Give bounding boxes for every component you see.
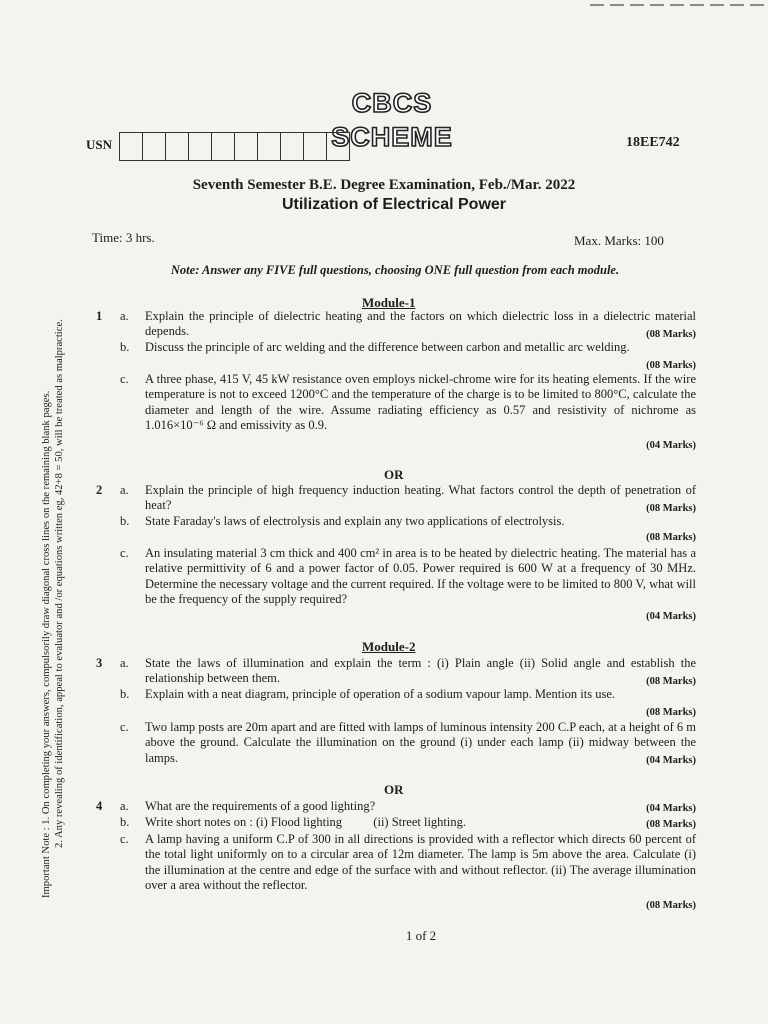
usn-box [211, 132, 235, 161]
usn-box [303, 132, 327, 161]
part-label: a. [120, 656, 129, 670]
question-number: 1 [96, 309, 103, 323]
question-4a [120, 799, 696, 815]
instructions-note: Note: Answer any FIVE full questions, choosing ONE full question from each module. [170, 263, 620, 277]
side-note-line-2: 2. Any revealing of identification, appeal to evaluator and /or equations written eg, 42+8 = 50, will be treated as malpractice. [54, 319, 65, 848]
part-text: An insulating material 3 cm thick and 400 cm² in area is to be heated by dielectric heating. The material has a relative permittivity of 6 and a power factor of 0.05. Power required is 600 W at a frequency of 30 MHz. Determine the necessary voltage and the current required. If the voltage were to be limited to 800 V, what will be the frequency of the supply required? [145, 546, 696, 607]
part-marks: (08 Marks) [646, 360, 696, 371]
part-text: A three phase, 415 V, 45 kW resistance oven employs nickel-chrome wire for its heating elements. If the wire temperature is not to exceed 1200°C and the temperature of the charge is to be limited to 800°C, calculate the diameter and length of the wire. Assume radiating efficiency as 0.57 and resistivity of nichrome as 1.016×10⁻⁶ Ω and emissivity as 0.9. [145, 372, 696, 433]
part-label: c. [120, 720, 129, 734]
page-number: 1 of 2 [405, 928, 437, 943]
subject-code: 18EE742 [626, 135, 680, 150]
or-separator: OR [384, 782, 404, 797]
part-label: b. [120, 340, 130, 354]
usn-box [234, 132, 258, 161]
part-label: b. [120, 815, 130, 829]
part-text: Write short notes on : (i) Flood lighting (ii) Street lighting. [145, 815, 466, 829]
subject-name: Utilization of Electrical Power [281, 196, 507, 213]
side-note-line-1: Important Note : 1. On completing your answers, compulsorily draw diagonal cross lines on the remaining blank pages. [41, 390, 52, 898]
part-text: Discuss the principle of arc welding and the difference between carbon and metallic arc welding. [145, 340, 630, 354]
question-2b [120, 514, 696, 546]
question-number: 2 [96, 483, 103, 497]
part-label: a. [120, 799, 129, 813]
question-1b [120, 340, 696, 372]
part-marks: (08 Marks) [646, 707, 696, 718]
exam-title: Seventh Semester B.E. Degree Examination, Feb./Mar. 2022 [192, 177, 576, 193]
part-marks: (08 Marks) [646, 900, 696, 911]
usn-box [142, 132, 166, 161]
usn-box [165, 132, 189, 161]
part-marks: (08 Marks) [646, 532, 696, 543]
question-3a [120, 656, 696, 688]
or-separator: OR [384, 467, 404, 482]
part-marks: (04 Marks) [646, 803, 696, 814]
module-2-heading: Module-2 [362, 639, 416, 654]
part-text: Two lamp posts are 20m apart and are fitted with lamps of luminous intensity 200 C.P each, at a height of 6 m above the ground. Calculate the illumination on the ground (i) under each lamp (ii) midway between the lamps. [145, 720, 696, 765]
usn-label: USN [86, 137, 113, 152]
question-number: 3 [96, 656, 103, 670]
part-marks: (08 Marks) [646, 676, 696, 687]
part-text: Explain the principle of dielectric heating and the factors on which dielectric loss in a dielectric material depends. [145, 309, 696, 339]
question-3b [120, 687, 696, 719]
usn-box [326, 132, 350, 161]
part-label: c. [120, 372, 129, 386]
part-marks: (04 Marks) [646, 611, 696, 622]
part-marks: (04 Marks) [646, 755, 696, 766]
question-2c [120, 546, 696, 626]
part-label: c. [120, 832, 129, 846]
question-2a [120, 483, 696, 515]
part-label: a. [120, 309, 129, 323]
part-label: b. [120, 514, 130, 528]
part-text: What are the requirements of a good lighting? [145, 799, 376, 813]
scheme-logo: CBCS SCHEME [331, 88, 453, 152]
usn-boxes [120, 132, 350, 161]
usn-box [280, 132, 304, 161]
max-marks: Max. Marks: 100 [574, 233, 664, 248]
part-marks: (08 Marks) [646, 503, 696, 514]
usn-box [119, 132, 143, 161]
usn-box [188, 132, 212, 161]
side-note [0, 0, 65, 898]
part-marks: (08 Marks) [646, 819, 696, 830]
question-number: 4 [96, 799, 103, 813]
question-4c [120, 832, 696, 910]
part-text: Explain the principle of high frequency induction heating. What factors control the depth of penetration of heat? [145, 483, 696, 513]
question-1c [120, 372, 696, 452]
part-label: c. [120, 546, 129, 560]
module-1-heading: Module-1 [362, 295, 416, 310]
part-text: A lamp having a uniform C.P of 300 in all directions is provided with a reflector which directs 60 percent of the total light uniformly on to a circular area of 12m diameter. The lamp is 5m above the area. Calculate (i) the illumination at the centre and edge of the surface with and without reflector. (ii) The average illumination over a area without the reflector. [145, 832, 696, 893]
part-marks: (08 Marks) [646, 329, 696, 340]
part-text: State the laws of illumination and explain the term : (i) Plain angle (ii) Solid angle and establish the relationship between them. [145, 656, 696, 686]
time-allowed: Time: 3 hrs. [92, 230, 155, 245]
part-text: State Faraday's laws of electrolysis and explain any two applications of electrolysis. [145, 514, 565, 528]
part-label: a. [120, 483, 129, 497]
scan-edge-mark [590, 4, 768, 6]
question-3c [120, 720, 696, 768]
part-text: Explain with a neat diagram, principle of operation of a sodium vapour lamp. Mention its use. [145, 687, 616, 701]
usn-box [257, 132, 281, 161]
part-marks: (04 Marks) [646, 440, 696, 451]
question-1a [120, 309, 696, 341]
part-label: b. [120, 687, 130, 701]
question-4b [120, 815, 696, 831]
